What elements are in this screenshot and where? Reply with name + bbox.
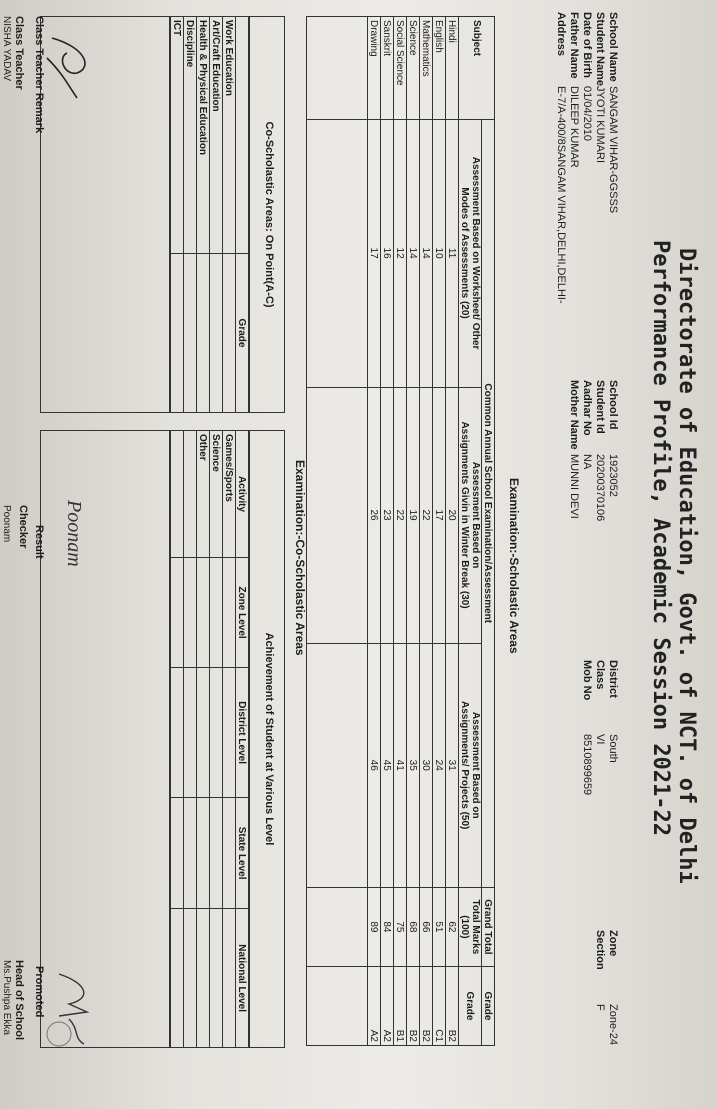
achievement-empty-row [171, 431, 184, 1047]
achievement-row [210, 431, 223, 1047]
checker-label: Checker [17, 505, 29, 549]
info-value: VI [594, 734, 606, 745]
info-label: Aadhar No [581, 380, 593, 436]
co-area-name: ICT [171, 17, 184, 254]
co-col-area [236, 17, 249, 254]
achievement-col: State Level [236, 798, 249, 909]
cell-subject: English [433, 17, 446, 120]
col-total-sub [459, 887, 482, 966]
info-value: 20200370106 [594, 454, 606, 522]
info-label: District [607, 660, 619, 698]
scholastic-heading: Examination:-Scholastic Areas [507, 478, 521, 654]
cell-grade: A2 [381, 966, 394, 1045]
empty-cell [184, 558, 197, 668]
info-row [607, 930, 625, 1045]
co-col-grade: Grade [236, 254, 249, 413]
co-scholastic-table [170, 17, 249, 412]
cell-subject: Hindi [446, 17, 459, 120]
info-row [568, 12, 586, 304]
class-teacher-remark-label: Class Teacher Remark [33, 16, 45, 134]
info-label: School Id [607, 380, 619, 430]
co-area-grade [210, 254, 223, 413]
cell-a: 17 [368, 119, 381, 387]
cell-subject: Sanskrit [381, 17, 394, 120]
checker-name: Poonam [1, 505, 12, 543]
cell-grade: C1 [433, 966, 446, 1045]
col-assessment-c [459, 643, 482, 887]
cell-total: 66 [420, 887, 433, 966]
info-value: E-7/A-400/8SANGAM VIHAR,DELHI,DELHI- [555, 86, 567, 304]
info-value: NA [581, 454, 593, 470]
activity-name: Other [197, 431, 210, 558]
info-value: MUNNI DEVI [568, 454, 580, 519]
cell-total: 75 [394, 887, 407, 966]
col-b-line2: Assignments Givin in Winter Break (30) [459, 421, 470, 609]
class-teacher-label: Class Teacher [13, 16, 25, 90]
cell-b: 19 [407, 387, 420, 643]
scholastic-table [306, 16, 495, 1046]
head-of-school-name: Ms.Pushpa Ekka [1, 960, 12, 1036]
achievement-cell [197, 909, 210, 1047]
achievement-col: District Level [236, 668, 249, 798]
empty-cell [307, 17, 368, 120]
info-value: F [594, 1004, 606, 1011]
achievement-cell [197, 558, 210, 668]
head-of-school-signature [39, 964, 99, 1054]
empty-cell [307, 643, 368, 887]
empty-cell [171, 431, 184, 558]
info-row [594, 660, 612, 795]
student-info-col2 [568, 380, 625, 522]
col-grand-total [482, 887, 495, 966]
col-b-line1: Assessment Based on [470, 461, 481, 569]
cell-grade: B1 [394, 966, 407, 1045]
activity-name: Science [210, 431, 223, 558]
cell-a: 10 [433, 119, 446, 387]
info-value: SANGAM VIHAR-GGSSS [607, 86, 619, 214]
scholastic-row [433, 17, 446, 1046]
student-info-col4 [594, 930, 625, 1045]
empty-cell [307, 887, 368, 966]
info-label: Mob No [581, 660, 593, 701]
class-teacher-name: NISHA YADAV [1, 16, 12, 82]
empty-cell [307, 387, 368, 643]
col-total-line2: Total Marks [470, 899, 481, 955]
empty-cell [184, 431, 197, 558]
scholastic-row [420, 17, 433, 1046]
info-row [594, 12, 612, 304]
empty-cell [184, 798, 197, 909]
info-label: Zone [607, 930, 619, 957]
scholastic-row [381, 17, 394, 1046]
scholastic-empty-row [307, 17, 368, 1046]
cell-total: 68 [407, 887, 420, 966]
student-info-col1 [555, 12, 625, 304]
empty-cell [171, 909, 184, 1047]
cell-a: 16 [381, 119, 394, 387]
co-scholastic-row [223, 17, 236, 412]
achievement-col: Activity [236, 431, 249, 558]
col-assessment-a [459, 119, 482, 387]
cell-b: 22 [420, 387, 433, 643]
info-row [555, 12, 573, 304]
result-value: Promoted [33, 966, 45, 1018]
cell-grade: B2 [446, 966, 459, 1045]
col-grade-sub: Grade [459, 966, 482, 1045]
achievement-cell [223, 668, 236, 798]
student-info-col3 [581, 660, 625, 796]
co-area-name: Art/Craft Education [210, 17, 223, 254]
info-value: JYOTI KUMARI [594, 86, 606, 164]
cell-b: 20 [446, 387, 459, 643]
cell-total: 51 [433, 887, 446, 966]
empty-cell [307, 966, 368, 1045]
page-title-line2: Performance Profile, Academic Session 2021-22 [648, 240, 673, 837]
empty-cell [307, 119, 368, 387]
co-scholastic-row [171, 17, 184, 412]
class-teacher-signature [37, 28, 97, 108]
cell-c: 35 [407, 643, 420, 887]
info-label: Section [594, 930, 606, 970]
page-title-line1: Directorate of Education, Govt. of NCT. of Delhi [674, 248, 699, 884]
co-area-grade [171, 254, 184, 413]
cell-c: 30 [420, 643, 433, 887]
cell-subject: Social Science [394, 17, 407, 120]
empty-cell [171, 668, 184, 798]
cell-grade: B2 [407, 966, 420, 1045]
result-label: Result [33, 525, 45, 559]
co-area-name: Discipline [184, 17, 197, 254]
scholastic-row [407, 17, 420, 1046]
empty-cell [171, 798, 184, 909]
co-scholastic-title: Co-Scholastic Areas: On Point(A-C) [249, 17, 284, 412]
info-label: Student Id [594, 380, 606, 434]
co-area-name: Health & Physical Education [197, 17, 210, 254]
cell-b: 22 [394, 387, 407, 643]
cell-total: 62 [446, 887, 459, 966]
col-total-line1: Grand Total [482, 899, 494, 955]
co-scholastic-row [184, 17, 197, 412]
head-of-school-label: Head of School [13, 960, 25, 1041]
co-area-grade [184, 254, 197, 413]
col-c-line1: Assessment Based on [470, 711, 481, 819]
col-c-line2: Assignments/ Projects (50) [459, 701, 470, 830]
info-value: Zone-24 [607, 1004, 619, 1045]
cell-subject: Mathematics [420, 17, 433, 120]
cell-subject: Science [407, 17, 420, 120]
info-row [581, 660, 599, 796]
cell-grade: B2 [420, 966, 433, 1045]
info-value: DILEEP KUMAR [568, 86, 580, 168]
info-row [594, 380, 612, 522]
info-label: Student Name [594, 12, 606, 86]
info-label: School Name [607, 12, 619, 82]
achievement-cell [223, 798, 236, 909]
cell-c: 31 [446, 643, 459, 887]
cell-c: 41 [394, 643, 407, 887]
col-assessment-b [459, 387, 482, 643]
achievement-row [197, 431, 210, 1047]
info-label: Address [555, 12, 567, 57]
achievement-col: National Level [236, 909, 249, 1047]
empty-cell [184, 909, 197, 1047]
info-label: Father Name [568, 12, 580, 79]
achievement-cell [210, 909, 223, 1047]
co-scholastic-row [197, 17, 210, 412]
cell-b: 17 [433, 387, 446, 643]
empty-cell [184, 668, 197, 798]
achievement-title: Achievement of Student at Various Level [249, 431, 284, 1047]
achievement-cell [210, 668, 223, 798]
cell-a: 14 [420, 119, 433, 387]
achievement-cell [223, 558, 236, 668]
info-value: 8510899659 [581, 734, 593, 796]
cell-b: 23 [381, 387, 394, 643]
activity-name: Games/Sports [223, 431, 236, 558]
info-row [607, 660, 625, 795]
col-group-header: Common Annual School Examination/Assessment [482, 119, 495, 887]
info-value: 01/04/2010 [581, 86, 593, 142]
achievement-cell [210, 798, 223, 909]
info-value: 1923052 [607, 454, 619, 497]
info-row [607, 380, 625, 521]
co-area-grade [197, 254, 210, 413]
info-label: Class [594, 660, 606, 690]
scholastic-row [368, 17, 381, 1046]
scholastic-row [394, 17, 407, 1046]
cell-c: 45 [381, 643, 394, 887]
cell-a: 14 [407, 119, 420, 387]
cell-c: 24 [433, 643, 446, 887]
info-value: South [607, 734, 619, 763]
cell-b: 26 [368, 387, 381, 643]
cell-total: 89 [368, 887, 381, 966]
col-subject: Subject [459, 17, 495, 120]
cell-a: 11 [446, 119, 459, 387]
co-scholastic-heading: Examination:-Co-Scholastic Areas [293, 460, 307, 656]
achievement-table [170, 431, 249, 1047]
col-grade: Grade [482, 966, 495, 1045]
co-area-grade [223, 254, 236, 413]
info-row [568, 380, 586, 521]
achievement-empty-row [184, 431, 197, 1047]
col-a-line1: Assessment Based on Worksheet/ Other [470, 156, 481, 350]
empty-cell [171, 558, 184, 668]
cell-subject: Drawing [368, 17, 381, 120]
checker-signature: Poonam [63, 500, 85, 567]
achievement-row [223, 431, 236, 1047]
info-row [607, 12, 625, 304]
scholastic-row [446, 17, 459, 1046]
info-label: Date of Birth [581, 12, 593, 78]
achievement-cell [210, 558, 223, 668]
col-total-line3: (100) [459, 915, 470, 939]
co-area-name: Work Education [223, 17, 236, 254]
cell-total: 84 [381, 887, 394, 966]
cell-c: 46 [368, 643, 381, 887]
cell-grade: A2 [368, 966, 381, 1045]
achievement-cell [197, 798, 210, 909]
achievement-cell [197, 668, 210, 798]
col-a-line2: Modes of Assessments (20) [459, 187, 470, 319]
achievement-col: Zone Level [236, 558, 249, 668]
info-label: Mother Name [568, 380, 580, 450]
achievement-blank [41, 431, 170, 1047]
cell-a: 12 [394, 119, 407, 387]
achievement-cell [223, 909, 236, 1047]
co-scholastic-row [210, 17, 223, 412]
